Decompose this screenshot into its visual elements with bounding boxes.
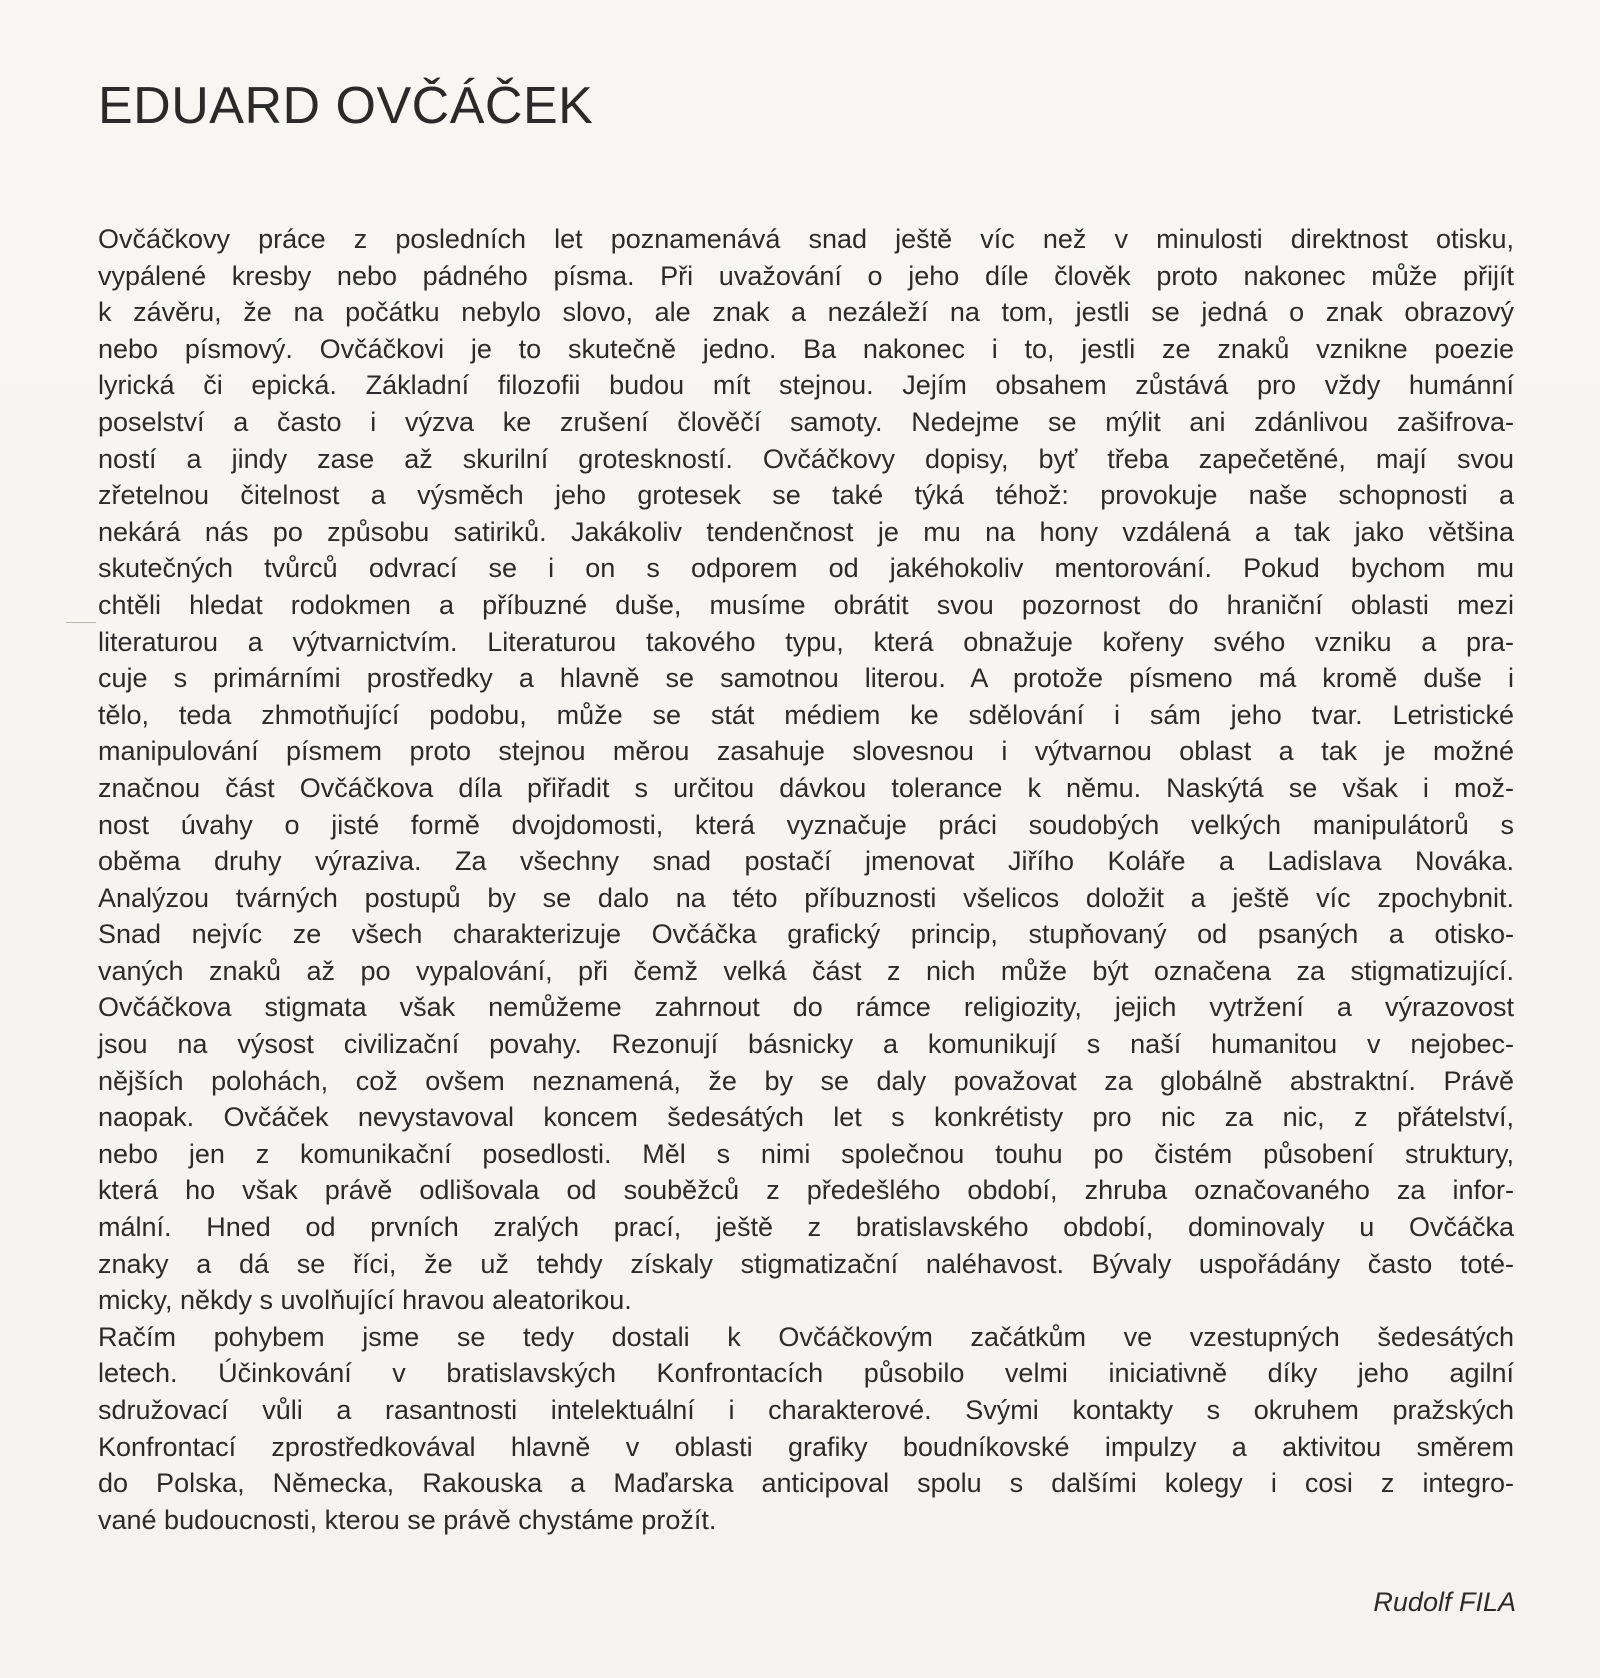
text-line: skutečných tvůrců odvrací se i on s odporem od jakéhokoliv mentorování. Pokud bychom mu bbox=[98, 553, 1514, 584]
text-line: mální. Hned od prvních zralých prací, ještě z bratislavského období, dominovaly u Ovčáčka bbox=[98, 1212, 1514, 1243]
text-line: letech. Účinkování v bratislavských Konfrontacích působilo velmi iniciativně díky jeho agilní bbox=[98, 1358, 1514, 1389]
text-line: znaky a dá se říci, že už tehdy získaly stigmatizační naléhavost. Bývaly uspořádány často toté- bbox=[98, 1248, 1514, 1279]
text-line: nost úvahy o jisté formě dvojdomosti, která vyznačuje práci soudobých velkých manipulátorů s bbox=[98, 809, 1514, 840]
text-line: Konfrontací zprostředkovával hlavně v oblasti grafiky boudníkovské impulzy a aktivitou směrem bbox=[98, 1431, 1514, 1462]
text-line: vypálené kresby nebo pádného písma. Při uvažování o jeho díle člověk proto nakonec může přijít bbox=[98, 260, 1514, 291]
text-line: vaných znaků až po vypalování, při čemž velká část z nich může být označena za stigmatizující. bbox=[98, 955, 1514, 986]
text-line: zřetelnou čitelnost a výsměch jeho grotesek se také týká téhož: provokuje naše schopnosti a bbox=[98, 480, 1514, 511]
text-line: poselství a často i výzva ke zrušení člověčí samoty. Nedejme se mýlit ani zdánlivou zašifrova- bbox=[98, 406, 1514, 437]
text-line: lyrická či epická. Základní filozofii budou mít stejnou. Jejím obsahem zůstává pro vždy humánní bbox=[98, 370, 1514, 401]
text-line: literaturou a výtvarnictvím. Literaturou takového typu, která obnažuje kořeny svého vzniku a pra- bbox=[98, 626, 1514, 657]
text-line: chtěli hledat rodokmen a příbuzné duše, musíme obrátit svou pozornost do hraniční oblasti mezi bbox=[98, 589, 1514, 620]
text-line: do Polska, Německa, Rakouska a Maďarska anticipoval spolu s dalšími kolegy i cosi z integro- bbox=[98, 1468, 1514, 1499]
page-title: EDUARD OVČÁČEK bbox=[98, 77, 594, 135]
text-line: Snad nejvíc ze všech charakterizuje Ovčáčka grafický princip, stupňovaný od psaných a otisko- bbox=[98, 919, 1514, 950]
text-line: nějších polohách, což ovšem neznamená, že by se daly považovat za globálně abstraktní. Právě bbox=[98, 1065, 1514, 1096]
text-line: Račím pohybem jsme se tedy dostali k Ovčáčkovým začátkům ve vzestupných šedesátých bbox=[98, 1321, 1514, 1352]
text-line: cuje s primárními prostředky a hlavně se samotnou literou. A protože písmeno má kromě duše i bbox=[98, 663, 1514, 694]
text-line: nekárá nás po způsobu satiriků. Jakákoliv tendenčnost je mu na hony vzdálená a tak jako většina bbox=[98, 516, 1514, 547]
text-line: značnou část Ovčáčkova díla přiřadit s určitou dávkou tolerance k němu. Naskýtá se však i mož- bbox=[98, 772, 1514, 803]
text-line: jsou na výsost civilizační povahy. Rezonují básnicky a komunikují s naší humanitou v nejobec- bbox=[98, 1029, 1514, 1060]
text-line: manipulování písmem proto stejnou měrou zasahuje slovesnou i výtvarnou oblast a tak je možné bbox=[98, 736, 1514, 767]
text-line: tělo, teda zhmotňující podobu, může se stát médiem ke sdělování i sám jeho tvar. Letristické bbox=[98, 699, 1514, 730]
text-line: Analýzou tvárných postupů by se dalo na této příbuznosti všelicos doložit a ještě víc zpochybnit. bbox=[98, 882, 1514, 913]
text-line: ností a jindy zase až skurilní groteskností. Ovčáčkovy dopisy, byť třeba zapečetěné, mají svou bbox=[98, 443, 1514, 474]
text-line: nebo jen z komunikační posedlosti. Měl s nimi společnou touhu po čistém působení struktury, bbox=[98, 1138, 1514, 1169]
text-line: k závěru, že na počátku nebylo slovo, ale znak a nezáleží na tom, jestli se jedná o znak obrazový bbox=[98, 297, 1514, 328]
text-line: Ovčáčkova stigmata však nemůžeme zahrnout do rámce religiozity, jejich vytržení a výrazovost bbox=[98, 992, 1514, 1023]
margin-mark bbox=[66, 622, 96, 623]
text-line: sdružovací vůli a rasantnosti intelektuální i charakterové. Svými kontakty s okruhem pražských bbox=[98, 1395, 1514, 1425]
text-line: naopak. Ovčáček nevystavoval koncem šedesátých let s konkrétisty pro nic za nic, z přátelství, bbox=[98, 1102, 1514, 1133]
paragraph-end-line: micky, někdy s uvolňující hravou aleatorikou. bbox=[98, 1285, 632, 1316]
text-line: nebo písmový. Ovčáčkovi je to skutečně jedno. Ba nakonec i to, jestli ze znaků vznikne poezie bbox=[98, 333, 1514, 364]
author-signature: Rudolf FILA bbox=[1373, 1587, 1516, 1617]
text-line: Ovčáčkovy práce z posledních let poznamenává snad ještě víc než v minulosti direktnost otisku, bbox=[98, 224, 1514, 254]
text-line: která ho však právě odlišovala od souběžců z předešlého období, zhruba označovaného za infor- bbox=[98, 1175, 1514, 1206]
article-body bbox=[98, 221, 1514, 1538]
text-line: oběma druhy výraziva. Za všechny snad postačí jmenovat Jiřího Koláře a Ladislava Nováka. bbox=[98, 846, 1514, 877]
paragraph-end-line: vané budoucnosti, kterou se právě chystáme prožít. bbox=[98, 1504, 717, 1535]
